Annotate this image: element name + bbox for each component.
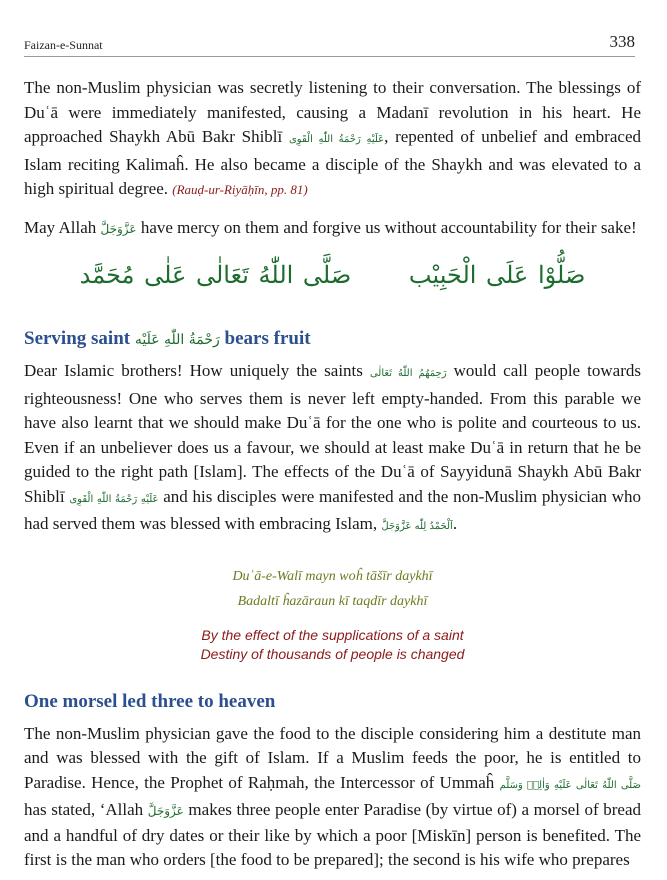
salat-right: صَلُّوْا عَلَى الْحَبِيْب <box>408 261 586 289</box>
arabic-honorific: صَلَّى اللّٰهُ تَعَالٰى عَلَيْهِ وَاٰلِهٖ وَسَلَّم <box>499 779 641 791</box>
page-header <box>24 30 635 57</box>
page-number: 338 <box>609 32 635 51</box>
heading-text: bears fruit <box>219 328 311 349</box>
poetry-transliteration-2: Badaltī ĥazāraun kī taqdīr daykhī <box>237 593 428 609</box>
text-run: . <box>452 514 458 533</box>
text-run: have mercy on them and forgive us without accountability for their sake! <box>136 217 637 237</box>
poetry-translation-1: By the effect of the supplications of a saint <box>201 626 464 643</box>
arabic-honorific: عَلَيْهِ رَحْمَةُ اللّٰهِ الْقَوِى <box>69 493 159 505</box>
paragraph-prayer <box>24 216 641 242</box>
arabic-honorific: رَحْمَةُ اللّٰهِ عَلَيْه <box>134 332 220 348</box>
section-heading-serving-saint <box>24 327 641 352</box>
arabic-honorific: عَزَّوَجَلَّ <box>147 804 184 818</box>
paragraph-serving-saint <box>24 359 641 540</box>
paragraph-one-morsel <box>24 722 641 873</box>
arabic-honorific: عَلَيْهِ رَحْمَةُ اللّٰهِ الْقَوِى <box>288 134 385 145</box>
text-run: May Allah <box>24 217 101 237</box>
salat-calligraphy <box>24 261 641 305</box>
text-run: makes three people enter Paradise (by virtue of) a morsel of bread and a handful of dry dates or their like by which a poor [Miskīn] person is benefited. The first is the man who orders [the food to be prepared]; the second is his wife who prepares <box>24 800 641 869</box>
text-run: and his disciples were manifested and the non-Muslim physician who had served them was blessed with embracing Islam, <box>24 486 642 533</box>
text-run: The non-Muslim physician was secretly listening to their conversation. The blessings of Duʿā were immediately manifested, causing a Madanī revolution in his heart. He approached Shaykh Abū Bakr Shiblī <box>24 78 641 146</box>
heading-text: Serving saint <box>24 328 135 349</box>
text-run: , repented of unbelief and embraced Islam reciting Kalimaĥ. He also became a disciple of the Shaykh and was elevated to a high spiritual degree. <box>24 127 641 198</box>
reference-citation: (Rauḍ-ur-Riyāḥīn, pp. 81) <box>172 182 308 197</box>
salat-left: صَلَّى اللّٰهُ تَعَالٰى عَلٰى مُحَمَّد <box>79 261 352 289</box>
text-run: The non-Muslim physician gave the food to the disciple considering him a destitute man and was blessed with the gift of Islam. If a Muslim feeds the poor, he is entitled to Paradise. Hence, the Prophet of Raḥmah, the Intercessor of Ummaĥ <box>24 723 641 792</box>
arabic-honorific: عَزَّوَجَلَّ <box>100 221 137 236</box>
poetry-block <box>24 564 641 664</box>
text-run: has stated, ‘Allah <box>24 800 148 819</box>
running-title: Faizan-e-Sunnat <box>24 38 103 52</box>
page-body <box>24 76 641 873</box>
poetry-transliteration-1: Duʿā-e-Walī mayn woĥ tāšīr daykhī <box>232 568 433 584</box>
arabic-honorific: رَحِمَهُمُ اللّٰهُ تَعَالٰى <box>369 368 447 379</box>
arabic-honorific: اَلْحَمْدُ لِلّٰه عَزَّوَجَلَّ <box>381 521 453 532</box>
poetry-translation-2: Destiny of thousands of people is changed <box>200 645 465 662</box>
text-run: would call people towards righteousness! One who serves them is never left empty-handed. From this parable we have also learnt that we should make Duʿā for the one who is polite and courteous to us. Even if an unbeliever does us a favour, we should at least make Duʿā in return that he be guided to the right path [Islam]. The effects of the Duʿā of Sayyidunā Shaykh Abū Bakr Shiblī <box>24 361 641 506</box>
text-run: Dear Islamic brothers! How uniquely the saints <box>24 361 370 380</box>
section-heading-one-morsel: One morsel led three to heaven <box>24 690 276 712</box>
paragraph-conversion <box>24 76 641 203</box>
